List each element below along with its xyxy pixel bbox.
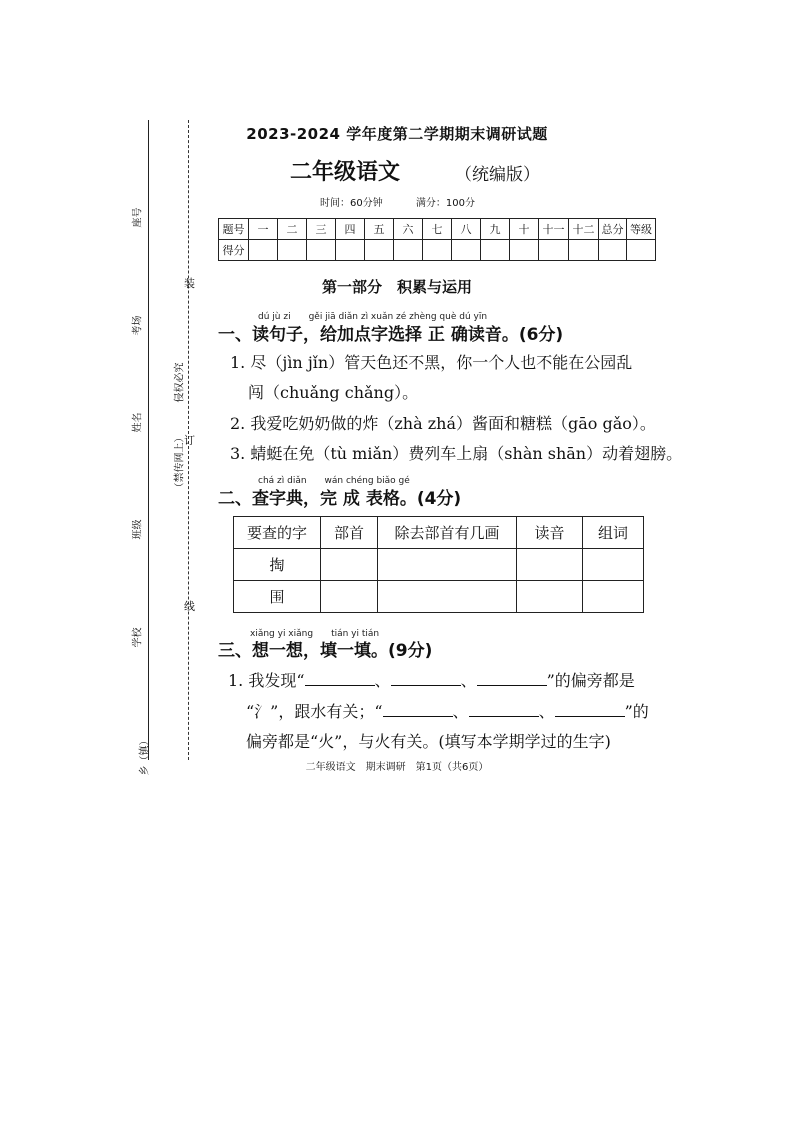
section1-pinyin: dú jù zi gěi jiā diǎn zì xuǎn zé zhèng què dú yīn	[258, 312, 488, 322]
full-score: 满分：100分	[415, 198, 476, 209]
score-header-cell: 六	[394, 219, 423, 240]
section2-pinyin: chá zì diǎn wán chéng biǎo gé	[258, 476, 410, 486]
dict-answer-cell[interactable]	[517, 581, 583, 613]
dict-header-cell: 读音	[517, 517, 583, 549]
score-header-cell: 十二	[569, 219, 599, 240]
binding-xian: 线	[184, 600, 195, 613]
binding-zhuang: 装	[184, 277, 195, 290]
score-row-label: 得分	[219, 240, 249, 261]
score-cell[interactable]	[569, 240, 599, 261]
score-header-cell: 三	[307, 219, 336, 240]
score-table-score-row	[219, 240, 656, 261]
score-header-cell: 九	[481, 219, 510, 240]
score-cell[interactable]	[481, 240, 510, 261]
section2-heading: 二、查字典，完 成 表格。(4分)	[218, 489, 462, 509]
section1-heading: 一、读句子，给加点字选择 正 确读音。(6分)	[218, 325, 564, 345]
score-cell[interactable]	[249, 240, 278, 261]
dict-answer-cell[interactable]	[583, 549, 644, 581]
name-label: 姓名	[132, 412, 144, 433]
separator: 、	[538, 702, 555, 721]
subject-title: 二年级语文	[290, 159, 401, 185]
line1-start: 1. 我发现“	[228, 671, 305, 690]
dict-answer-cell[interactable]	[321, 581, 378, 613]
exam-info	[320, 194, 505, 209]
dict-answer-cell[interactable]	[583, 581, 644, 613]
dictionary-table-header	[234, 517, 644, 549]
dict-character: 围	[234, 581, 321, 613]
score-table	[218, 218, 656, 261]
blank-field[interactable]	[383, 702, 453, 717]
score-cell[interactable]	[539, 240, 569, 261]
score-header-cell: 七	[423, 219, 452, 240]
school-label: 学校	[132, 627, 144, 648]
score-cell[interactable]	[336, 240, 365, 261]
score-cell[interactable]	[365, 240, 394, 261]
blank-field[interactable]	[391, 671, 461, 686]
town-label: 乡（镇）	[139, 735, 151, 776]
rights-note: 侵权必究	[174, 362, 186, 403]
no-upload-note: （禁传网上）	[174, 432, 186, 493]
line2-start: “氵”，跟水有关；“	[246, 702, 383, 721]
score-header-cell: 总分	[599, 219, 627, 240]
blank-field[interactable]	[469, 702, 539, 717]
section1-q2: 2. 我爱吃奶奶做的炸（zhà zhá）酱面和糖糕（gāo gǎo）。	[230, 414, 656, 433]
dict-answer-cell[interactable]	[378, 549, 517, 581]
section1-q1-line1: 1. 尽（jìn jǐn）管天色还不黑，你一个人也不能在公园乱	[230, 353, 633, 372]
time-limit: 时间：60分钟	[320, 198, 383, 209]
separator: 、	[374, 671, 391, 690]
section1-q1-line2: 闯（chuǎng chǎng）。	[248, 383, 419, 402]
section3-heading: 三、想一想，填一填。(9分)	[218, 641, 433, 661]
binding-solid-line	[148, 120, 149, 760]
score-header-cell: 一	[249, 219, 278, 240]
score-cell[interactable]	[510, 240, 539, 261]
line2-end: ”的	[624, 702, 649, 721]
class-label: 班级	[132, 519, 144, 540]
blank-field[interactable]	[477, 671, 547, 686]
score-header-cell: 等级	[627, 219, 656, 240]
score-header-cell: 八	[452, 219, 481, 240]
score-cell[interactable]	[599, 240, 627, 261]
dict-answer-cell[interactable]	[321, 549, 378, 581]
dictionary-table-row	[234, 581, 644, 613]
dictionary-table-row	[234, 549, 644, 581]
separator: 、	[460, 671, 477, 690]
dictionary-table	[233, 516, 644, 613]
score-cell[interactable]	[394, 240, 423, 261]
score-header-cell: 五	[365, 219, 394, 240]
edition-label: （统编版）	[455, 165, 540, 185]
section3-pinyin: xiǎng yi xiǎng tián yi tián	[250, 629, 380, 639]
section1-q3: 3. 蜻蜓在免（tù miǎn）费列车上扇（shàn shān）动着翅膀。	[230, 444, 683, 463]
binding-ding: 订	[184, 434, 195, 447]
score-cell[interactable]	[307, 240, 336, 261]
score-header-cell: 十	[510, 219, 539, 240]
dict-answer-cell[interactable]	[378, 581, 517, 613]
score-header-cell: 十一	[539, 219, 569, 240]
score-cell[interactable]	[452, 240, 481, 261]
separator: 、	[452, 702, 469, 721]
score-header-cell: 题号	[219, 219, 249, 240]
section3-line1	[228, 668, 635, 691]
dict-answer-cell[interactable]	[517, 549, 583, 581]
part1-title: 第一部分 积累与运用	[321, 278, 472, 296]
section3-line2	[246, 699, 649, 722]
score-table-header-row	[219, 219, 656, 240]
section3-line3: 偏旁都是“火”，与火有关。(填写本学期学过的生字)	[246, 732, 611, 751]
score-cell[interactable]	[627, 240, 656, 261]
dict-character: 掏	[234, 549, 321, 581]
dict-header-cell: 组词	[583, 517, 644, 549]
blank-field[interactable]	[305, 671, 375, 686]
score-header-cell: 四	[336, 219, 365, 240]
score-cell[interactable]	[423, 240, 452, 261]
dict-header-cell: 部首	[321, 517, 378, 549]
line1-end: ”的偏旁都是	[546, 671, 635, 690]
score-header-cell: 二	[278, 219, 307, 240]
page-footer: 二年级语文 期末调研 第1页（共6页）	[305, 762, 489, 773]
dict-header-cell: 除去部首有几画	[378, 517, 517, 549]
dict-header-cell: 要查的字	[234, 517, 321, 549]
blank-field[interactable]	[555, 702, 625, 717]
seat-label: 座号	[132, 207, 144, 228]
score-cell[interactable]	[278, 240, 307, 261]
exam-title: 2023-2024 学年度第二学期期末调研试题	[246, 125, 548, 143]
exam-room-label: 考场	[132, 315, 144, 336]
